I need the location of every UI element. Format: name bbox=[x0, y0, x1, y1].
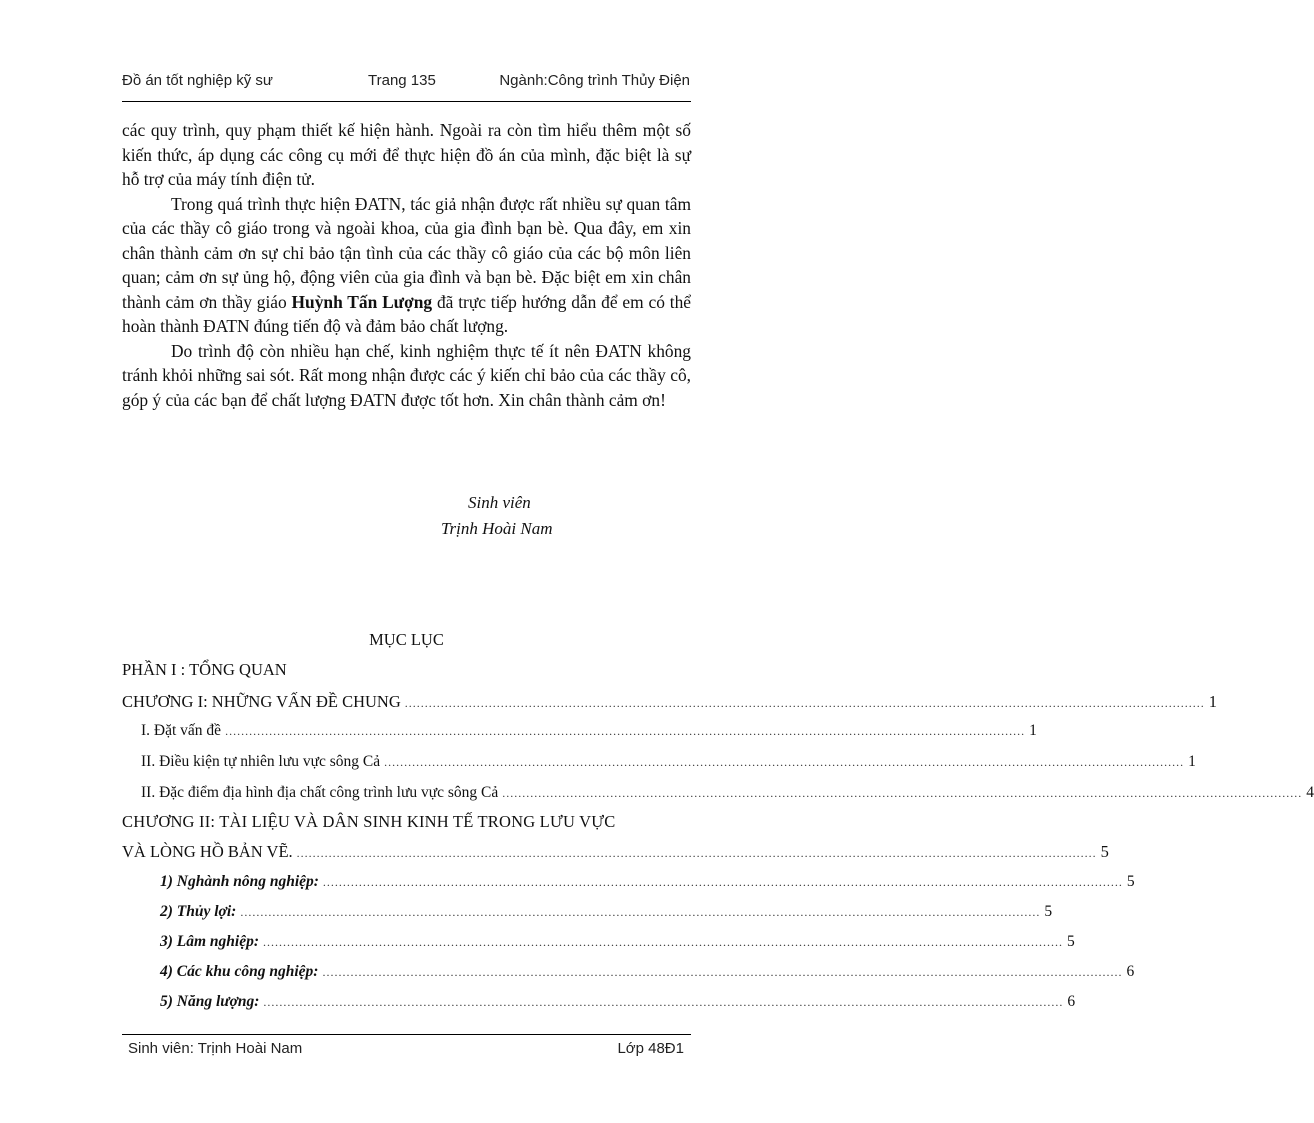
toc-part-heading: PHẦN I : TỔNG QUAN bbox=[122, 660, 287, 679]
toc-entry-label: II. Điều kiện tự nhiên lưu vực sông Cả bbox=[141, 753, 381, 770]
signature-role: Sinh viên bbox=[468, 493, 531, 512]
toc-entry-label: 5) Năng lượng: bbox=[160, 993, 260, 1010]
toc-entry-label: II. Đặc điểm địa hình địa chất công trình lưu vực sông Cả bbox=[141, 784, 499, 801]
toc-title: MỤC LỤC bbox=[369, 630, 444, 649]
advisor-name: Huỳnh Tấn Lượng bbox=[291, 291, 433, 312]
toc-leader-dots: ........................................................................................................................................................................................................ bbox=[322, 965, 1123, 979]
footer-student: Sinh viên: Trịnh Hoài Nam bbox=[128, 1040, 303, 1057]
toc-entry-chapter-2-line-1[interactable]: CHƯƠNG II: TÀI LIỆU VÀ DÂN SINH KINH TẾ TRONG LƯU VỰC bbox=[122, 812, 616, 831]
toc-entry-label: 3) Lâm nghiệp: bbox=[160, 933, 260, 950]
toc-entry-page: 5 bbox=[1100, 842, 1109, 861]
header-page-number: Trang 135 bbox=[368, 72, 436, 89]
toc-entry-page: 5 bbox=[1044, 903, 1053, 920]
toc-leader-dots: ........................................................................................................................................................................................................ bbox=[263, 995, 1064, 1009]
toc-leader-dots: ........................................................................................................................................................................................................ bbox=[296, 846, 1097, 860]
header-department: Ngành:Công trình Thủy Điện bbox=[499, 72, 690, 89]
paragraph-3: Do trình độ còn nhiều hạn chế, kinh nghiệm thực tế ít nên ĐATN không tránh khỏi những sai sót. Rất mong nhận được các ý kiến chỉ bảo của các thầy cô, góp ý của các bạn để chất lượng ĐATN được tốt hơn. Xin chân thành cảm ơn! bbox=[122, 340, 691, 410]
toc-leader-dots: ........................................................................................................................................................................................................ bbox=[404, 696, 1205, 710]
footer-divider bbox=[122, 1034, 691, 1035]
toc-entry-chapter-1[interactable] bbox=[122, 692, 1218, 716]
toc-entry[interactable] bbox=[141, 784, 1314, 808]
page-header bbox=[122, 70, 690, 94]
toc-leader-dots: ........................................................................................................................................................................................................ bbox=[225, 724, 1026, 738]
footer-class: Lớp 48Đ1 bbox=[617, 1040, 684, 1057]
toc-entry[interactable] bbox=[160, 993, 1076, 1017]
paragraph-2 bbox=[122, 192, 691, 339]
toc-entry-page: 4 bbox=[1306, 784, 1314, 801]
toc-entry[interactable] bbox=[160, 873, 1135, 897]
acknowledgement-body bbox=[122, 118, 691, 412]
header-divider bbox=[122, 101, 691, 102]
toc-leader-dots: ........................................................................................................................................................................................................ bbox=[263, 935, 1064, 949]
toc-entry-label: I. Đặt vấn đề bbox=[141, 722, 222, 739]
signature-name: Trịnh Hoài Nam bbox=[441, 519, 553, 538]
toc-entry-page: 1 bbox=[1188, 753, 1196, 770]
signature-block bbox=[441, 490, 552, 542]
toc-entry[interactable] bbox=[160, 963, 1135, 987]
toc-entry[interactable] bbox=[141, 753, 1196, 777]
toc-entry-label: 4) Các khu công nghiệp: bbox=[160, 963, 319, 980]
toc-leader-dots: ........................................................................................................................................................................................................ bbox=[384, 755, 1185, 769]
toc-entry-page: 6 bbox=[1126, 963, 1135, 980]
paragraph-2-text: Trong quá trình thực hiện ĐATN, tác giả nhận được rất nhiều sự quan tâm của các thầy cô giáo trong và ngoài khoa, của gia đình bạn bè. Qua đây, em xin chân thành cảm ơn sự chỉ bảo tận tình của các thầy cô giáo của các bộ môn liên quan; cảm ơn sự ủng hộ, động viên của gia đình và bạn bè. Đặc biệt em xin chân thành cảm ơn thầy giáo bbox=[122, 193, 691, 312]
toc-entry-page: 6 bbox=[1067, 993, 1076, 1010]
toc-entry-page: 1 bbox=[1029, 722, 1037, 739]
header-document-type: Đồ án tốt nghiệp kỹ sư bbox=[122, 72, 273, 89]
toc-entry[interactable] bbox=[160, 903, 1053, 927]
toc-leader-dots: ........................................................................................................................................................................................................ bbox=[240, 905, 1041, 919]
paragraph-2-text-end: đã trực tiếp hướng dẫn để em có thể hoàn thành ĐATN đúng tiến độ và đảm bảo chất lượng. bbox=[122, 291, 691, 336]
toc-entry-label: CHƯƠNG I: NHỮNG VẤN ĐỀ CHUNG bbox=[122, 692, 401, 711]
toc-entry-page: 5 bbox=[1126, 873, 1135, 890]
toc-entry-label: 2) Thủy lợi: bbox=[160, 903, 237, 920]
toc-leader-dots: ........................................................................................................................................................................................................ bbox=[322, 875, 1123, 889]
toc-entry-label: 1) Nghành nông nghiệp: bbox=[160, 873, 319, 890]
paragraph-1: các quy trình, quy phạm thiết kế hiện hành. Ngoài ra còn tìm hiểu thêm một số kiến thức, áp dụng các công cụ mới để thực hiện đồ án của mình, đặc biệt là sự hỗ trợ của máy tính điện tử. bbox=[122, 120, 691, 189]
toc-entry-chapter-2[interactable] bbox=[122, 842, 1109, 866]
page-footer bbox=[122, 1040, 690, 1062]
toc-leader-dots: ........................................................................................................................................................................................................ bbox=[502, 786, 1303, 800]
toc-entry-page: 5 bbox=[1067, 933, 1075, 950]
toc-entry[interactable] bbox=[160, 933, 1075, 957]
toc-entry-page: 1 bbox=[1208, 692, 1218, 711]
toc-entry[interactable] bbox=[141, 722, 1037, 746]
toc-entry-label: VÀ LÒNG HỒ BẢN VẼ. bbox=[122, 842, 293, 861]
